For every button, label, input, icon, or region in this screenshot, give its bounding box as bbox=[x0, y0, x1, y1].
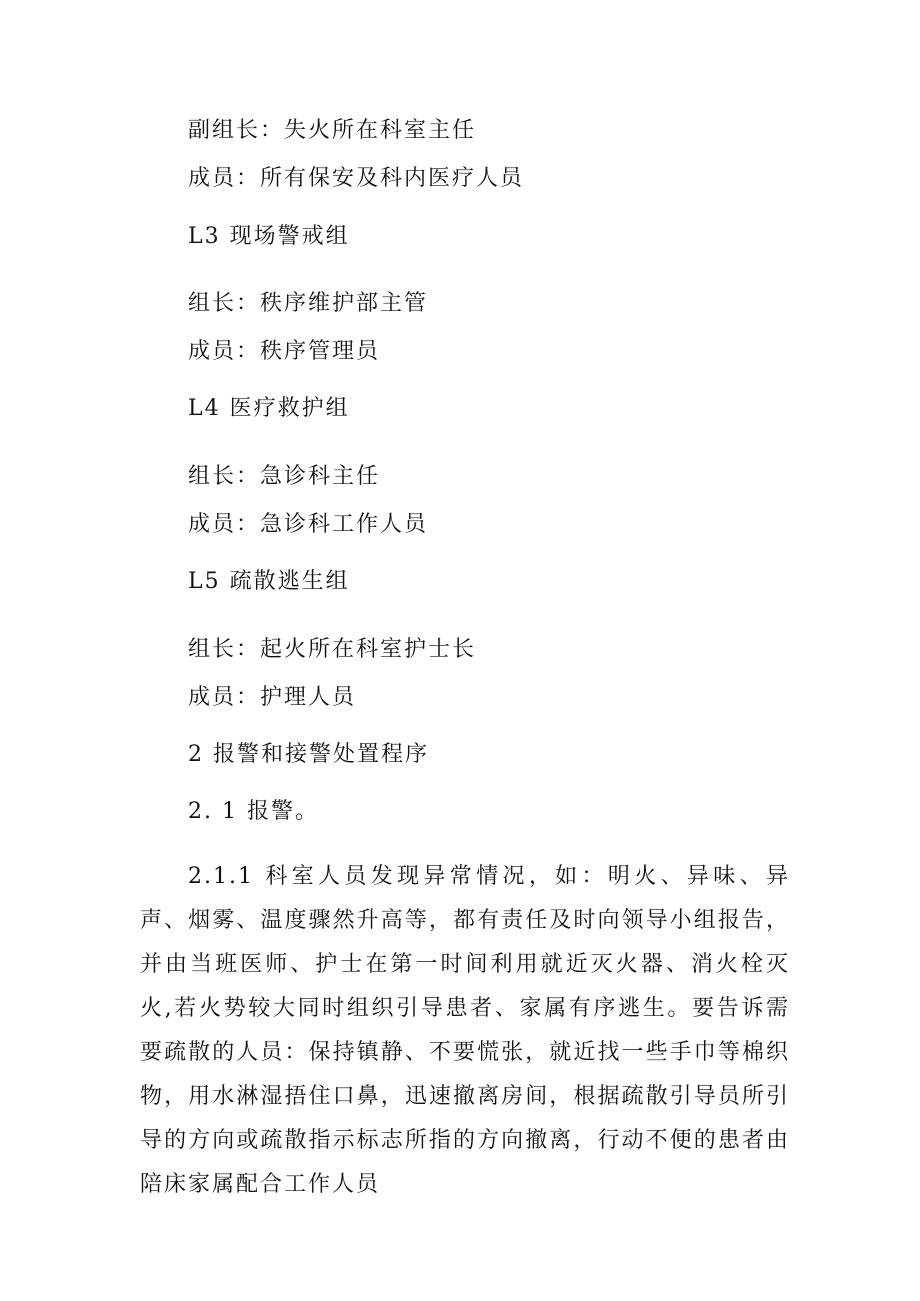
l3-leader-line: 组长：秩序维护部主管 bbox=[188, 291, 429, 316]
l3-heading: L3 现场警戒组 bbox=[188, 224, 350, 249]
l3-members-line: 成员：秩序管理员 bbox=[188, 339, 381, 364]
section-2-1-heading: 2. 1 报警。 bbox=[188, 799, 319, 824]
deputy-leader-line: 副组长：失火所在科室主任 bbox=[188, 118, 477, 143]
l5-heading: L5 疏散逃生组 bbox=[188, 569, 350, 594]
l4-members-line: 成员：急诊科工作人员 bbox=[188, 512, 429, 537]
l4-heading: L4 医疗救护组 bbox=[188, 396, 350, 421]
members-line: 成员：所有保安及科内医疗人员 bbox=[188, 166, 525, 191]
l4-leader-line: 组长：急诊科主任 bbox=[188, 464, 381, 489]
paragraph-2-1-1: 2.1.1 科室人员发现异常情况，如：明火、异味、异声、烟雾、温度骤然升高等，都有责任及时向领导小组报告，并由当班医师、护士在第一时间利用就近灭火器、消火栓灭火,若火势较大同时组织引导患者、家属有序逃生。要告诉需要疏散的人员：保持镇静、不要慌张，就近找一些手巾等棉织物，用水淋湿捂住口鼻，迅速撤离房间，根据疏散引导员所引导的方向或疏散指示标志所指的方向撤离，行动不便的患者由陪床家属配合工作人员 bbox=[140, 864, 790, 1197]
section-2-heading: 2 报警和接警处置程序 bbox=[188, 742, 429, 767]
l5-leader-line: 组长：起火所在科室护士长 bbox=[188, 637, 477, 662]
l5-members-line: 成员：护理人员 bbox=[188, 685, 357, 710]
